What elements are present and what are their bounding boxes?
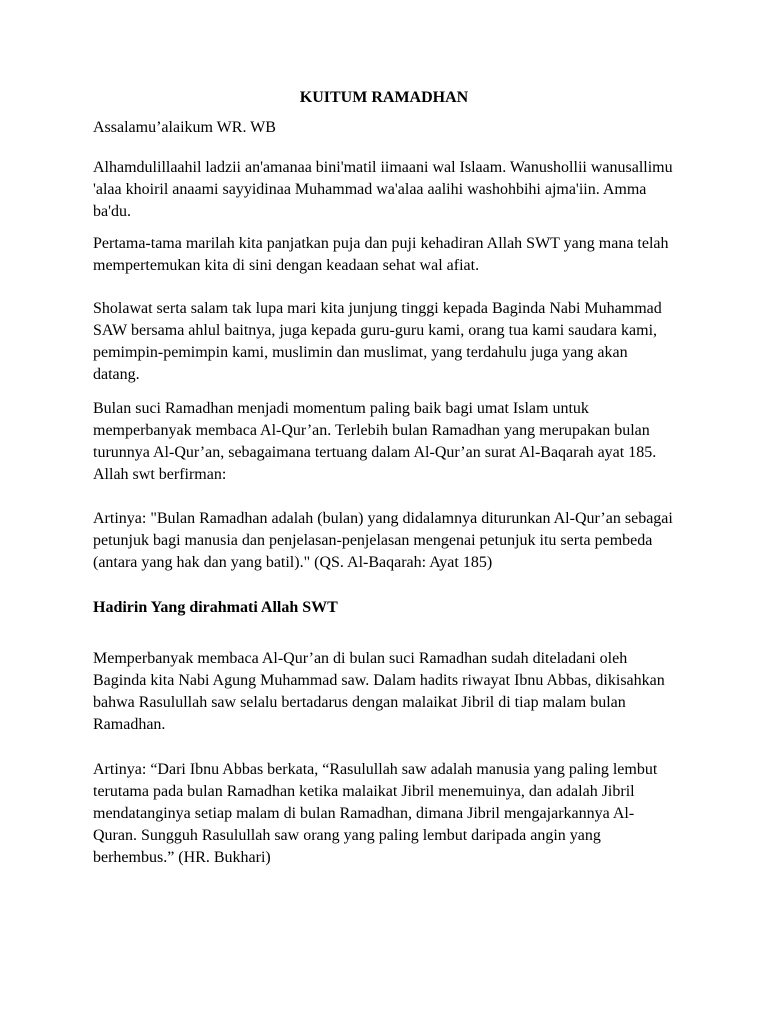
- paragraph-sholawat: Sholawat serta salam tak lupa mari kita junjung tinggi kepada Baginda Nabi Muhammad SAW bersama ahlul baitnya, juga kepada guru-guru kami, orang tua kami saudara kami, pemimpin-pemimpin kami, muslimin dan muslimat, yang terdahulu juga yang akan datang.: [93, 300, 662, 383]
- paragraph-hadith-translation: Artinya: “Dari Ibnu Abbas berkata, “Rasulullah saw adalah manusia yang paling lembut terutama pada bulan Ramadhan ketika malaikat Jibril menemuinya, dan adalah Jibril mendatanginya setiap malam di bulan Ramadhan, dimana Jibril mengajarkannya Al-Quran. Sungguh Rasulullah saw orang yang paling lembut daripada angin yang berhembus.” (HR. Bukhari): [93, 761, 658, 866]
- paragraph-gratitude: Pertama-tama marilah kita panjatkan puja dan puji kehadiran Allah SWT yang mana telah mempertemukan kita di sini dengan keadaan sehat wal afiat.: [93, 235, 669, 274]
- section-heading: Hadirin Yang dirahmati Allah SWT: [93, 599, 338, 616]
- paragraph-tadarus: Memperbanyak membaca Al-Qur’an di bulan suci Ramadhan sudah diteladani oleh Baginda kita Nabi Agung Muhammad saw. Dalam hadits riwayat Ibnu Abbas, dikisahkan bahwa Rasulullah saw selalu bertadarus dengan malaikat Jibril di tiap malam bulan Ramadhan.: [93, 650, 665, 733]
- paragraph-opening-praise: Alhamdulillaahil ladzii an'amanaa bini'matil iimaani wal Islaam. Wanushollii wanusallimu 'alaa khoiril anaami sayyidinaa Muhammad wa'alaa aalihi washohbihi ajma'iin. Amma ba'du.: [93, 159, 673, 220]
- greeting-line: Assalamu’alaikum WR. WB: [93, 119, 276, 136]
- paragraph-quran-translation: Artinya: "Bulan Ramadhan adalah (bulan) yang didalamnya diturunkan Al-Qur’an sebagai petunjuk bagi manusia dan penjelasan-penjelasan mengenai petunjuk itu serta pembeda (antara yang hak dan yang batil)." (QS. Al-Baqarah: Ayat 185): [93, 510, 673, 571]
- document-page: [93, 87, 675, 869]
- document-title: KUITUM RAMADHAN: [299, 89, 469, 106]
- paragraph-ramadhan-momentum: Bulan suci Ramadhan menjadi momentum paling baik bagi umat Islam untuk memperbanyak membaca Al-Qur’an. Terlebih bulan Ramadhan yang merupakan bulan turunnya Al-Qur’an, sebagaimana tertuang dalam Al-Qur’an surat Al-Baqarah ayat 185. Allah swt berfirman:: [93, 400, 657, 483]
